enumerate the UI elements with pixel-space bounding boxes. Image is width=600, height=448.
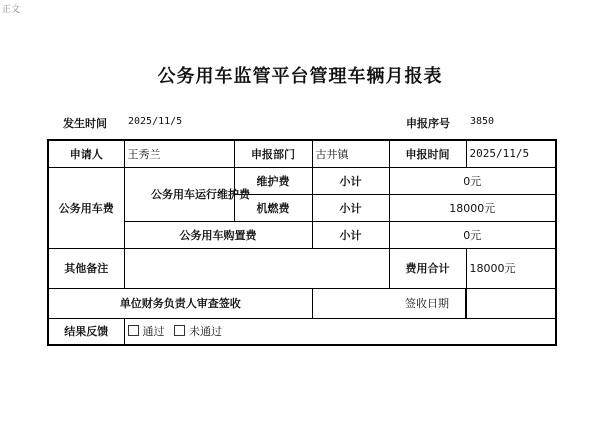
feedback-options [124, 318, 556, 345]
department-label: 申报部门 [234, 140, 312, 167]
report-time-label: 发生时间 [63, 117, 107, 130]
subtotal-label: 小计 [312, 221, 389, 248]
fuel-fee-label: 机燃费 [234, 194, 312, 221]
fuel-subtotal-value[interactable]: 18000元 [389, 194, 556, 221]
table-row [48, 221, 556, 248]
fail-checkbox[interactable] [174, 325, 185, 336]
finance-review-label: 单位财务负责人审查签收 [48, 288, 312, 318]
apply-time-label: 申报时间 [389, 140, 466, 167]
document-tab-label[interactable]: 正文 [2, 5, 21, 15]
apply-time-value[interactable]: 2025/11/5 [466, 140, 556, 167]
maintenance-fee-label: 维护费 [234, 167, 312, 194]
serial-number-label: 申报序号 [406, 117, 450, 130]
report-time-value: 2025/11/5 [128, 116, 183, 127]
fail-option[interactable] [174, 325, 222, 338]
pass-checkbox[interactable] [128, 325, 139, 336]
fail-option-label: 未通过 [189, 325, 222, 339]
table-row [48, 248, 556, 288]
maintenance-group-text: 公务用车运行维护费 [151, 187, 250, 201]
total-value[interactable]: 18000元 [466, 248, 556, 288]
vehicle-fee-section-label: 公务用车费 [48, 167, 124, 248]
feedback-label: 结果反馈 [48, 318, 124, 345]
department-value[interactable]: 古井镇 [312, 140, 389, 167]
remarks-label: 其他备注 [48, 248, 124, 288]
table-row [48, 318, 556, 345]
report-table [47, 139, 557, 346]
pass-option-label: 通过 [142, 325, 165, 339]
total-label: 费用合计 [389, 248, 466, 288]
report-title: 公务用车监管平台管理车辆月报表 [157, 66, 443, 87]
receipt-date-value[interactable] [466, 289, 556, 318]
table-row [48, 288, 556, 318]
purchase-fee-label: 公务用车购置费 [124, 221, 312, 248]
maintenance-subtotal-value[interactable]: 0元 [389, 167, 556, 194]
applicant-label: 申请人 [48, 140, 124, 167]
table-row [48, 140, 556, 167]
receipt-date-label-cell [405, 288, 556, 318]
applicant-value[interactable]: 王秀兰 [124, 140, 234, 167]
serial-number-value: 3850 [470, 116, 495, 127]
receipt-date-label: 签收日期 [390, 289, 466, 318]
purchase-subtotal-value[interactable]: 0元 [389, 221, 556, 248]
pass-option[interactable] [128, 325, 165, 338]
subtotal-label: 小计 [312, 194, 389, 221]
remarks-value[interactable] [124, 248, 389, 288]
maintenance-group-label [124, 167, 250, 221]
subtotal-label: 小计 [312, 167, 389, 194]
table-row [48, 167, 556, 194]
